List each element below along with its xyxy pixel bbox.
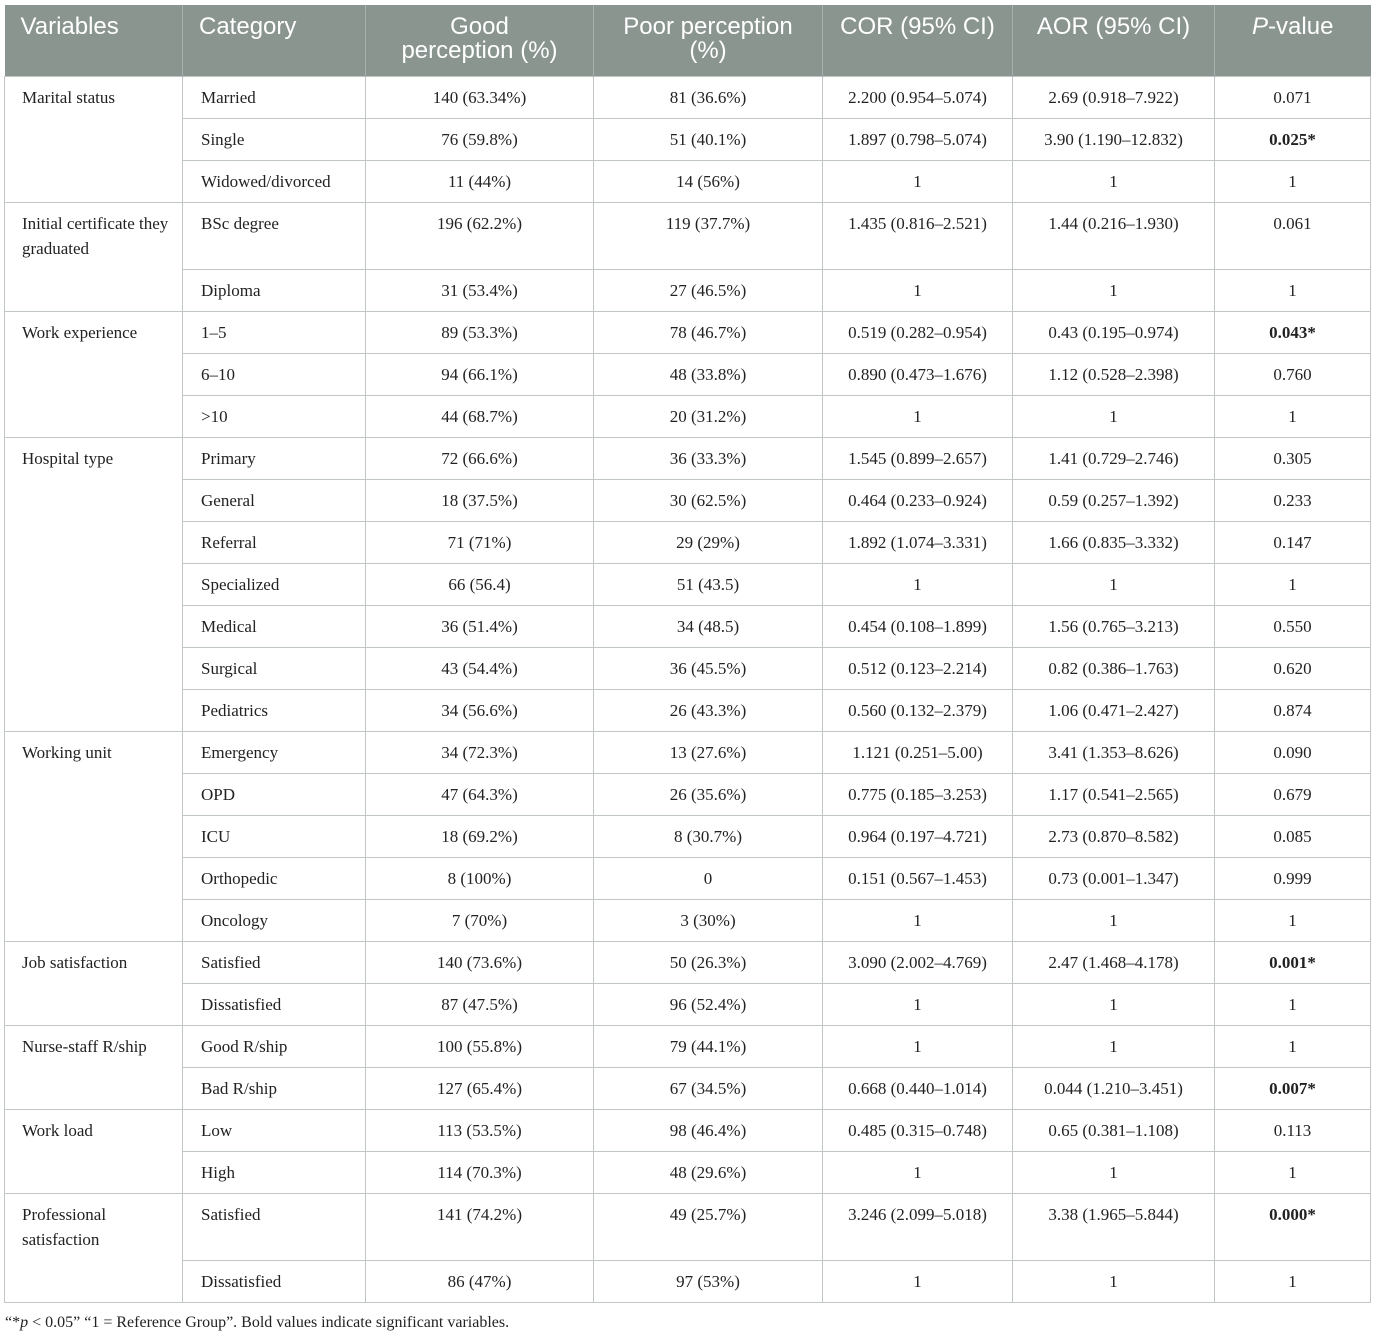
good-cell: 113 (53.5%) xyxy=(366,1109,594,1151)
poor-cell: 29 (29%) xyxy=(594,521,823,563)
header-good-perception xyxy=(366,5,594,76)
p-cell: 1 xyxy=(1215,1025,1371,1067)
header-p-value xyxy=(1215,5,1371,76)
good-cell: 44 (68.7%) xyxy=(366,395,594,437)
results-table xyxy=(4,5,1371,1303)
good-cell: 140 (73.6%) xyxy=(366,941,594,983)
p-cell: 0.001* xyxy=(1215,941,1371,983)
cor-cell: 0.512 (0.123–2.214) xyxy=(823,647,1013,689)
p-cell: 0.679 xyxy=(1215,773,1371,815)
cor-cell: 0.151 (0.567–1.453) xyxy=(823,857,1013,899)
table-row xyxy=(5,941,1371,983)
category-cell: OPD xyxy=(183,773,366,815)
poor-cell: 13 (27.6%) xyxy=(594,731,823,773)
header-poor-perception xyxy=(594,5,823,76)
table-row xyxy=(5,118,1371,160)
poor-cell: 3 (30%) xyxy=(594,899,823,941)
category-cell: ICU xyxy=(183,815,366,857)
good-cell: 114 (70.3%) xyxy=(366,1151,594,1193)
p-cell: 0.025* xyxy=(1215,118,1371,160)
p-cell: 0.760 xyxy=(1215,353,1371,395)
poor-cell: 51 (40.1%) xyxy=(594,118,823,160)
cor-cell: 0.454 (0.108–1.899) xyxy=(823,605,1013,647)
variable-cell: Work experience xyxy=(5,311,183,437)
variable-cell: Working unit xyxy=(5,731,183,941)
header-poor-line2: (%) xyxy=(689,37,727,64)
aor-cell: 1 xyxy=(1013,899,1215,941)
aor-cell: 2.69 (0.918–7.922) xyxy=(1013,76,1215,118)
cor-cell: 1 xyxy=(823,1260,1013,1302)
poor-cell: 26 (35.6%) xyxy=(594,773,823,815)
table-row xyxy=(5,605,1371,647)
variable-cell: Nurse-staff R/ship xyxy=(5,1025,183,1109)
category-cell: 6–10 xyxy=(183,353,366,395)
p-cell: 0.043* xyxy=(1215,311,1371,353)
table-row xyxy=(5,773,1371,815)
p-cell: 0.090 xyxy=(1215,731,1371,773)
good-cell: 76 (59.8%) xyxy=(366,118,594,160)
table-row xyxy=(5,202,1371,269)
table-row xyxy=(5,521,1371,563)
aor-cell: 1.66 (0.835–3.332) xyxy=(1013,521,1215,563)
category-cell: Single xyxy=(183,118,366,160)
header-aor: AOR (95% CI) xyxy=(1013,5,1215,76)
header-category: Category xyxy=(183,5,366,76)
cor-cell: 1.892 (1.074–3.331) xyxy=(823,521,1013,563)
aor-cell: 0.73 (0.001–1.347) xyxy=(1013,857,1215,899)
category-cell: BSc degree xyxy=(183,202,366,269)
variable-cell: Professional satisfaction xyxy=(5,1193,183,1302)
cor-cell: 1.435 (0.816–2.521) xyxy=(823,202,1013,269)
cor-cell: 0.560 (0.132–2.379) xyxy=(823,689,1013,731)
p-cell: 0.305 xyxy=(1215,437,1371,479)
p-cell: 1 xyxy=(1215,1151,1371,1193)
aor-cell: 1.12 (0.528–2.398) xyxy=(1013,353,1215,395)
category-cell: Pediatrics xyxy=(183,689,366,731)
header-good-line2: perception (%) xyxy=(401,37,558,64)
aor-cell: 2.47 (1.468–4.178) xyxy=(1013,941,1215,983)
aor-cell: 0.044 (1.210–3.451) xyxy=(1013,1067,1215,1109)
good-cell: 196 (62.2%) xyxy=(366,202,594,269)
category-cell: 1–5 xyxy=(183,311,366,353)
table-row xyxy=(5,731,1371,773)
p-cell: 1 xyxy=(1215,395,1371,437)
good-cell: 8 (100%) xyxy=(366,857,594,899)
good-cell: 66 (56.4) xyxy=(366,563,594,605)
aor-cell: 1 xyxy=(1013,1260,1215,1302)
p-cell: 1 xyxy=(1215,983,1371,1025)
poor-cell: 51 (43.5) xyxy=(594,563,823,605)
category-cell: General xyxy=(183,479,366,521)
cor-cell: 1 xyxy=(823,899,1013,941)
p-cell: 0.085 xyxy=(1215,815,1371,857)
table-row xyxy=(5,689,1371,731)
aor-cell: 1 xyxy=(1013,1025,1215,1067)
good-cell: 100 (55.8%) xyxy=(366,1025,594,1067)
p-cell: 0.999 xyxy=(1215,857,1371,899)
poor-cell: 0 xyxy=(594,857,823,899)
table-row xyxy=(5,1151,1371,1193)
table-row xyxy=(5,160,1371,202)
p-cell: 0.550 xyxy=(1215,605,1371,647)
good-cell: 89 (53.3%) xyxy=(366,311,594,353)
table-row xyxy=(5,563,1371,605)
table-row xyxy=(5,899,1371,941)
cor-cell: 0.668 (0.440–1.014) xyxy=(823,1067,1013,1109)
table-body xyxy=(5,76,1371,1302)
header-p-rest: -value xyxy=(1268,13,1334,40)
category-cell: Bad R/ship xyxy=(183,1067,366,1109)
aor-cell: 0.43 (0.195–0.974) xyxy=(1013,311,1215,353)
cor-cell: 0.464 (0.233–0.924) xyxy=(823,479,1013,521)
table-row xyxy=(5,311,1371,353)
category-cell: Specialized xyxy=(183,563,366,605)
good-cell: 43 (54.4%) xyxy=(366,647,594,689)
table-row xyxy=(5,1260,1371,1302)
poor-cell: 48 (29.6%) xyxy=(594,1151,823,1193)
poor-cell: 30 (62.5%) xyxy=(594,479,823,521)
table-row xyxy=(5,815,1371,857)
cor-cell: 0.964 (0.197–4.721) xyxy=(823,815,1013,857)
poor-cell: 78 (46.7%) xyxy=(594,311,823,353)
good-cell: 141 (74.2%) xyxy=(366,1193,594,1260)
table-row xyxy=(5,1025,1371,1067)
variable-cell: Initial certificate they graduated xyxy=(5,202,183,311)
table-row xyxy=(5,1193,1371,1260)
p-cell: 1 xyxy=(1215,269,1371,311)
table-row xyxy=(5,1067,1371,1109)
good-cell: 47 (64.3%) xyxy=(366,773,594,815)
footnote xyxy=(5,1314,509,1332)
category-cell: High xyxy=(183,1151,366,1193)
poor-cell: 119 (37.7%) xyxy=(594,202,823,269)
poor-cell: 96 (52.4%) xyxy=(594,983,823,1025)
good-cell: 140 (63.34%) xyxy=(366,76,594,118)
good-cell: 11 (44%) xyxy=(366,160,594,202)
poor-cell: 79 (44.1%) xyxy=(594,1025,823,1067)
aor-cell: 1.17 (0.541–2.565) xyxy=(1013,773,1215,815)
category-cell: Satisfied xyxy=(183,1193,366,1260)
p-cell: 0.061 xyxy=(1215,202,1371,269)
poor-cell: 36 (33.3%) xyxy=(594,437,823,479)
aor-cell: 1 xyxy=(1013,563,1215,605)
p-cell: 0.071 xyxy=(1215,76,1371,118)
cor-cell: 1 xyxy=(823,160,1013,202)
table-row xyxy=(5,479,1371,521)
category-cell: Surgical xyxy=(183,647,366,689)
category-cell: >10 xyxy=(183,395,366,437)
poor-cell: 67 (34.5%) xyxy=(594,1067,823,1109)
table-container xyxy=(4,5,1370,1303)
poor-cell: 8 (30.7%) xyxy=(594,815,823,857)
good-cell: 34 (56.6%) xyxy=(366,689,594,731)
aor-cell: 1.41 (0.729–2.746) xyxy=(1013,437,1215,479)
table-row xyxy=(5,983,1371,1025)
category-cell: Oncology xyxy=(183,899,366,941)
aor-cell: 0.59 (0.257–1.392) xyxy=(1013,479,1215,521)
aor-cell: 0.82 (0.386–1.763) xyxy=(1013,647,1215,689)
poor-cell: 50 (26.3%) xyxy=(594,941,823,983)
p-cell: 0.007* xyxy=(1215,1067,1371,1109)
variable-cell: Hospital type xyxy=(5,437,183,731)
good-cell: 86 (47%) xyxy=(366,1260,594,1302)
good-cell: 127 (65.4%) xyxy=(366,1067,594,1109)
aor-cell: 1 xyxy=(1013,269,1215,311)
table-row xyxy=(5,1109,1371,1151)
aor-cell: 3.90 (1.190–12.832) xyxy=(1013,118,1215,160)
poor-cell: 49 (25.7%) xyxy=(594,1193,823,1260)
poor-cell: 26 (43.3%) xyxy=(594,689,823,731)
good-cell: 36 (51.4%) xyxy=(366,605,594,647)
good-cell: 31 (53.4%) xyxy=(366,269,594,311)
good-cell: 72 (66.6%) xyxy=(366,437,594,479)
cor-cell: 1 xyxy=(823,269,1013,311)
good-cell: 7 (70%) xyxy=(366,899,594,941)
table-row xyxy=(5,437,1371,479)
good-cell: 94 (66.1%) xyxy=(366,353,594,395)
p-cell: 0.147 xyxy=(1215,521,1371,563)
header-good-line1: Good xyxy=(450,13,509,40)
table-row xyxy=(5,353,1371,395)
cor-cell: 1 xyxy=(823,1025,1013,1067)
p-cell: 1 xyxy=(1215,899,1371,941)
poor-cell: 20 (31.2%) xyxy=(594,395,823,437)
cor-cell: 1.897 (0.798–5.074) xyxy=(823,118,1013,160)
category-cell: Satisfied xyxy=(183,941,366,983)
p-cell: 0.000* xyxy=(1215,1193,1371,1260)
cor-cell: 1 xyxy=(823,1151,1013,1193)
poor-cell: 97 (53%) xyxy=(594,1260,823,1302)
cor-cell: 3.246 (2.099–5.018) xyxy=(823,1193,1013,1260)
cor-cell: 0.519 (0.282–0.954) xyxy=(823,311,1013,353)
header-cor: COR (95% CI) xyxy=(823,5,1013,76)
header-row xyxy=(5,5,1371,76)
cor-cell: 2.200 (0.954–5.074) xyxy=(823,76,1013,118)
category-cell: Referral xyxy=(183,521,366,563)
aor-cell: 3.38 (1.965–5.844) xyxy=(1013,1193,1215,1260)
cor-cell: 1 xyxy=(823,983,1013,1025)
category-cell: Diploma xyxy=(183,269,366,311)
category-cell: Primary xyxy=(183,437,366,479)
p-cell: 0.620 xyxy=(1215,647,1371,689)
table-row xyxy=(5,647,1371,689)
p-cell: 0.233 xyxy=(1215,479,1371,521)
category-cell: Good R/ship xyxy=(183,1025,366,1067)
cor-cell: 1.121 (0.251–5.00) xyxy=(823,731,1013,773)
category-cell: Low xyxy=(183,1109,366,1151)
p-cell: 1 xyxy=(1215,563,1371,605)
good-cell: 34 (72.3%) xyxy=(366,731,594,773)
good-cell: 18 (69.2%) xyxy=(366,815,594,857)
aor-cell: 1 xyxy=(1013,983,1215,1025)
header-p-italic: P xyxy=(1252,13,1269,40)
good-cell: 71 (71%) xyxy=(366,521,594,563)
aor-cell: 1 xyxy=(1013,160,1215,202)
variable-cell: Job satisfaction xyxy=(5,941,183,1025)
poor-cell: 36 (45.5%) xyxy=(594,647,823,689)
poor-cell: 81 (36.6%) xyxy=(594,76,823,118)
variable-cell: Work load xyxy=(5,1109,183,1193)
category-cell: Orthopedic xyxy=(183,857,366,899)
category-cell: Medical xyxy=(183,605,366,647)
category-cell: Married xyxy=(183,76,366,118)
poor-cell: 98 (46.4%) xyxy=(594,1109,823,1151)
aor-cell: 0.65 (0.381–1.108) xyxy=(1013,1109,1215,1151)
cor-cell: 0.485 (0.315–0.748) xyxy=(823,1109,1013,1151)
footnote-part1: “* xyxy=(5,1314,21,1331)
cor-cell: 1.545 (0.899–2.657) xyxy=(823,437,1013,479)
p-cell: 0.113 xyxy=(1215,1109,1371,1151)
header-poor-line1: Poor perception xyxy=(623,13,793,40)
p-cell: 0.874 xyxy=(1215,689,1371,731)
poor-cell: 14 (56%) xyxy=(594,160,823,202)
good-cell: 87 (47.5%) xyxy=(366,983,594,1025)
cor-cell: 1 xyxy=(823,563,1013,605)
header-variables: Variables xyxy=(5,5,183,76)
table-row xyxy=(5,269,1371,311)
table-row xyxy=(5,857,1371,899)
cor-cell: 0.775 (0.185–3.253) xyxy=(823,773,1013,815)
category-cell: Dissatisfied xyxy=(183,983,366,1025)
p-cell: 1 xyxy=(1215,160,1371,202)
category-cell: Dissatisfied xyxy=(183,1260,366,1302)
poor-cell: 27 (46.5%) xyxy=(594,269,823,311)
aor-cell: 2.73 (0.870–8.582) xyxy=(1013,815,1215,857)
category-cell: Emergency xyxy=(183,731,366,773)
cor-cell: 3.090 (2.002–4.769) xyxy=(823,941,1013,983)
p-cell: 1 xyxy=(1215,1260,1371,1302)
aor-cell: 1 xyxy=(1013,1151,1215,1193)
variable-cell: Marital status xyxy=(5,76,183,202)
footnote-part2: < 0.05” “1 = Reference Group”. Bold values indicate significant variables. xyxy=(28,1314,510,1331)
aor-cell: 1.06 (0.471–2.427) xyxy=(1013,689,1215,731)
table-row xyxy=(5,76,1371,118)
table-row xyxy=(5,395,1371,437)
cor-cell: 1 xyxy=(823,395,1013,437)
footnote-p-symbol: p xyxy=(20,1314,29,1331)
poor-cell: 34 (48.5) xyxy=(594,605,823,647)
cor-cell: 0.890 (0.473–1.676) xyxy=(823,353,1013,395)
aor-cell: 3.41 (1.353–8.626) xyxy=(1013,731,1215,773)
category-cell: Widowed/divorced xyxy=(183,160,366,202)
aor-cell: 1 xyxy=(1013,395,1215,437)
good-cell: 18 (37.5%) xyxy=(366,479,594,521)
aor-cell: 1.56 (0.765–3.213) xyxy=(1013,605,1215,647)
poor-cell: 48 (33.8%) xyxy=(594,353,823,395)
aor-cell: 1.44 (0.216–1.930) xyxy=(1013,202,1215,269)
